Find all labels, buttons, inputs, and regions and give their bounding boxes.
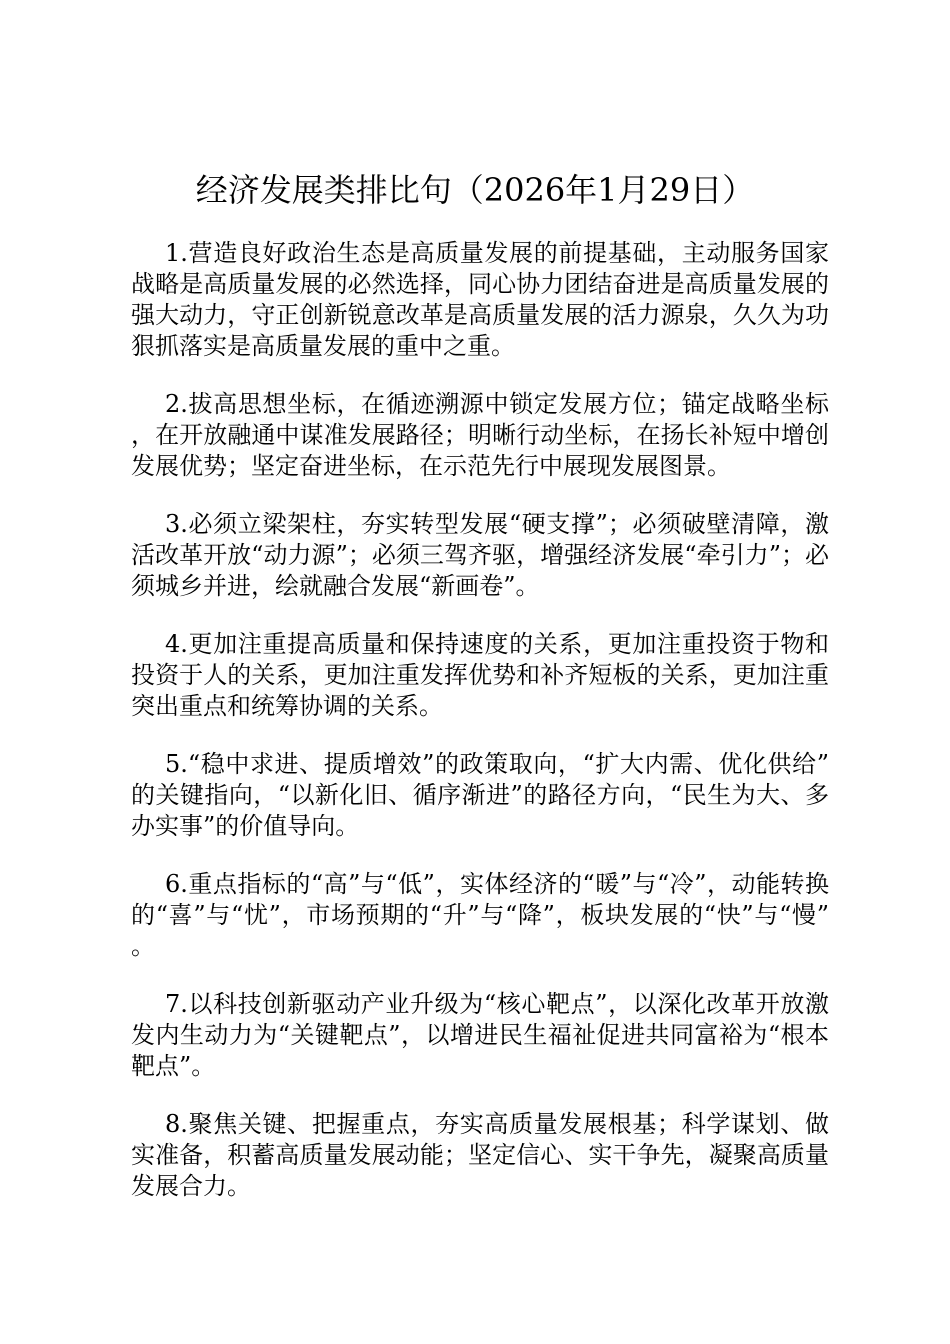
paragraph-3: 3.必须立梁架柱，夯实转型发展“硬支撑”；必须破壁清障，激活改革开放“动力源”；必须三驾齐驱，增强经济发展“牵引力”；必须城乡并进，绘就融合发展“新画卷”。 xyxy=(131,510,829,600)
paragraph-7: 7.以科技创新驱动产业升级为“核心靶点”，以深化改革开放激发内生动力为“关键靶点”，以增进民生福祉促进共同富裕为“根本靶点”。 xyxy=(131,990,829,1080)
paragraph-5: 5.“稳中求进、提质增效”的政策取向，“扩大内需、优化供给”的关键指向，“以新化旧、循序渐进”的路径方向，“民生为大、多办实事”的价值导向。 xyxy=(131,750,829,840)
paragraph-6: 6.重点指标的“高”与“低”，实体经济的“暖”与“冷”，动能转换的“喜”与“忧”，市场预期的“升”与“降”，板块发展的“快”与“慢”。 xyxy=(131,870,829,960)
document-title: 经济发展类排比句（2026年1月29日） xyxy=(195,171,755,209)
document-body xyxy=(131,238,829,1229)
paragraph-8: 8.聚焦关键、把握重点，夯实高质量发展根基；科学谋划、做实准备，积蓄高质量发展动能；坚定信心、实干争先，凝聚高质量发展合力。 xyxy=(131,1110,829,1200)
paragraph-2: 2.拔高思想坐标，在循迹溯源中锁定发展方位；锚定战略坐标，在开放融通中谋准发展路径；明晰行动坐标，在扬长补短中增创发展优势；坚定奋进坐标，在示范先行中展现发展图景。 xyxy=(131,390,829,480)
paragraph-4: 4.更加注重提高质量和保持速度的关系，更加注重投资于物和投资于人的关系，更加注重发挥优势和补齐短板的关系，更加注重突出重点和统筹协调的关系。 xyxy=(131,630,829,720)
paragraph-1: 1.营造良好政治生态是高质量发展的前提基础，主动服务国家战略是高质量发展的必然选择，同心协力团结奋进是高质量发展的强大动力，守正创新锐意改革是高质量发展的活力源泉，久久为功狠抓落实是高质量发展的重中之重。 xyxy=(131,239,829,360)
